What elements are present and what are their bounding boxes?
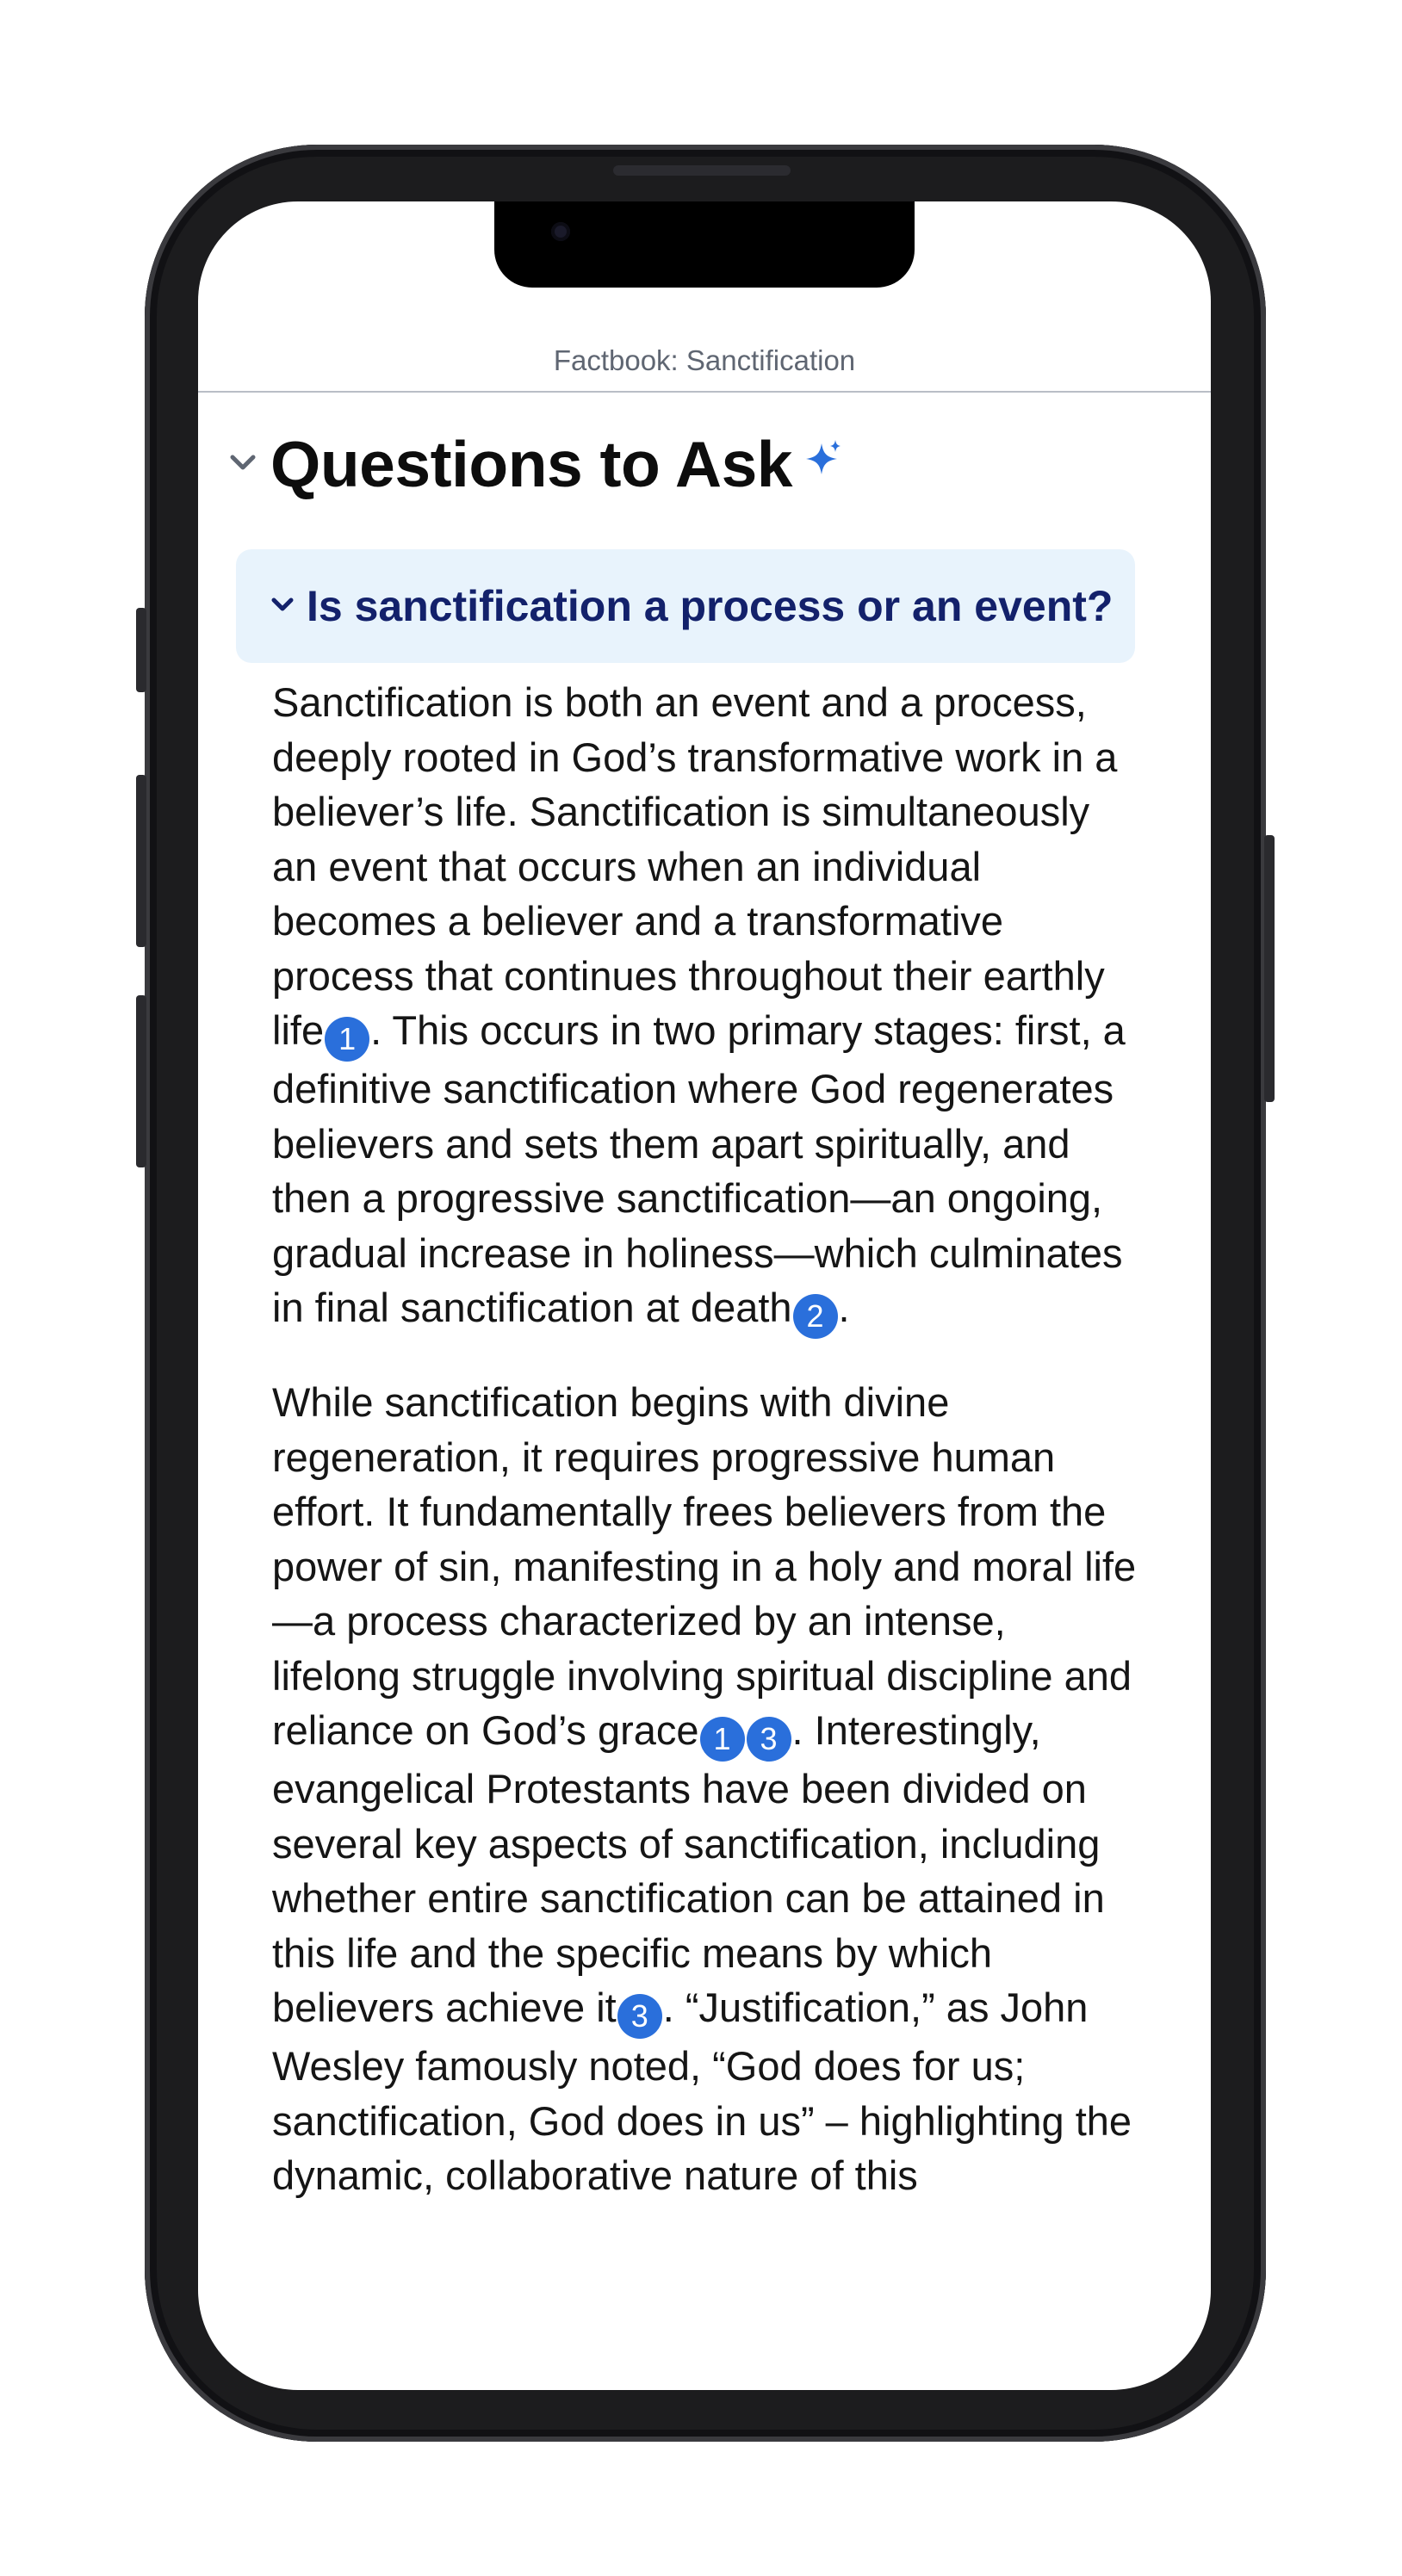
power-button — [1264, 835, 1275, 1102]
page-header-title: Factbook: Sanctification — [553, 344, 856, 376]
volume-down-button — [136, 995, 146, 1167]
sparkle-icon — [803, 438, 842, 482]
action-button — [136, 608, 146, 692]
answer-text: . — [838, 1285, 850, 1330]
answer-text: . “Justification,” as John Wesley famously noted, “God does for us; sanctification, God does in us” – highlighting the dynamic, collaborative nature of this — [272, 1985, 1132, 2198]
page-header — [198, 331, 1211, 393]
answer-paragraph — [272, 1375, 1142, 2203]
citation-badge[interactable]: 1 — [700, 1717, 745, 1762]
answer-text: While sanctification begins with divine regeneration, it requires progressive human effort. It fundamentally frees believers from the power of sin, manifesting in a holy and moral life—a process characterized by an intense, lifelong struggle involving spiritual discipline and reliance on God’s grace — [272, 1379, 1137, 1753]
volume-up-button — [136, 775, 146, 947]
front-camera-icon — [551, 222, 570, 241]
question-title: Is sanctification a process or an event? — [307, 582, 1114, 630]
earpiece-speaker — [613, 165, 791, 176]
camera-notch — [494, 201, 915, 288]
question-accordion[interactable] — [236, 549, 1135, 663]
citation-badge[interactable]: 3 — [747, 1717, 791, 1762]
citation-badge[interactable]: 2 — [793, 1294, 838, 1339]
answer-paragraph — [272, 675, 1142, 1339]
section-header[interactable] — [229, 427, 842, 501]
citation-badge[interactable]: 3 — [617, 1994, 662, 2039]
phone-screen — [198, 201, 1211, 2390]
answer-text: Sanctification is both an event and a process, deeply rooted in God’s transformative work in a believer’s life. Sanctification is simultaneously an event that occurs when an individual becomes a believer and a transformative process that continues throughout their earthly life — [272, 679, 1118, 1053]
section-title: Questions to Ask — [270, 428, 792, 500]
answer-text: . Interestingly, evangelical Protestants have been divided on several key aspects of sanctification, including whether entire sanctification can be attained in this life and the specific means by which believers achieve it — [272, 1707, 1105, 2030]
answer-text: . This occurs in two primary stages: first, a definitive sanctification where God regenerates believers and sets them apart spiritually, and then a progressive sanctification—an ongoing, gradual increase in holiness—which culminates in final sanctification at death — [272, 1007, 1126, 1330]
chevron-down-icon[interactable] — [270, 597, 295, 616]
citation-badge[interactable]: 1 — [325, 1017, 369, 1062]
chevron-down-icon[interactable] — [229, 454, 257, 475]
answer-body — [272, 675, 1142, 2239]
